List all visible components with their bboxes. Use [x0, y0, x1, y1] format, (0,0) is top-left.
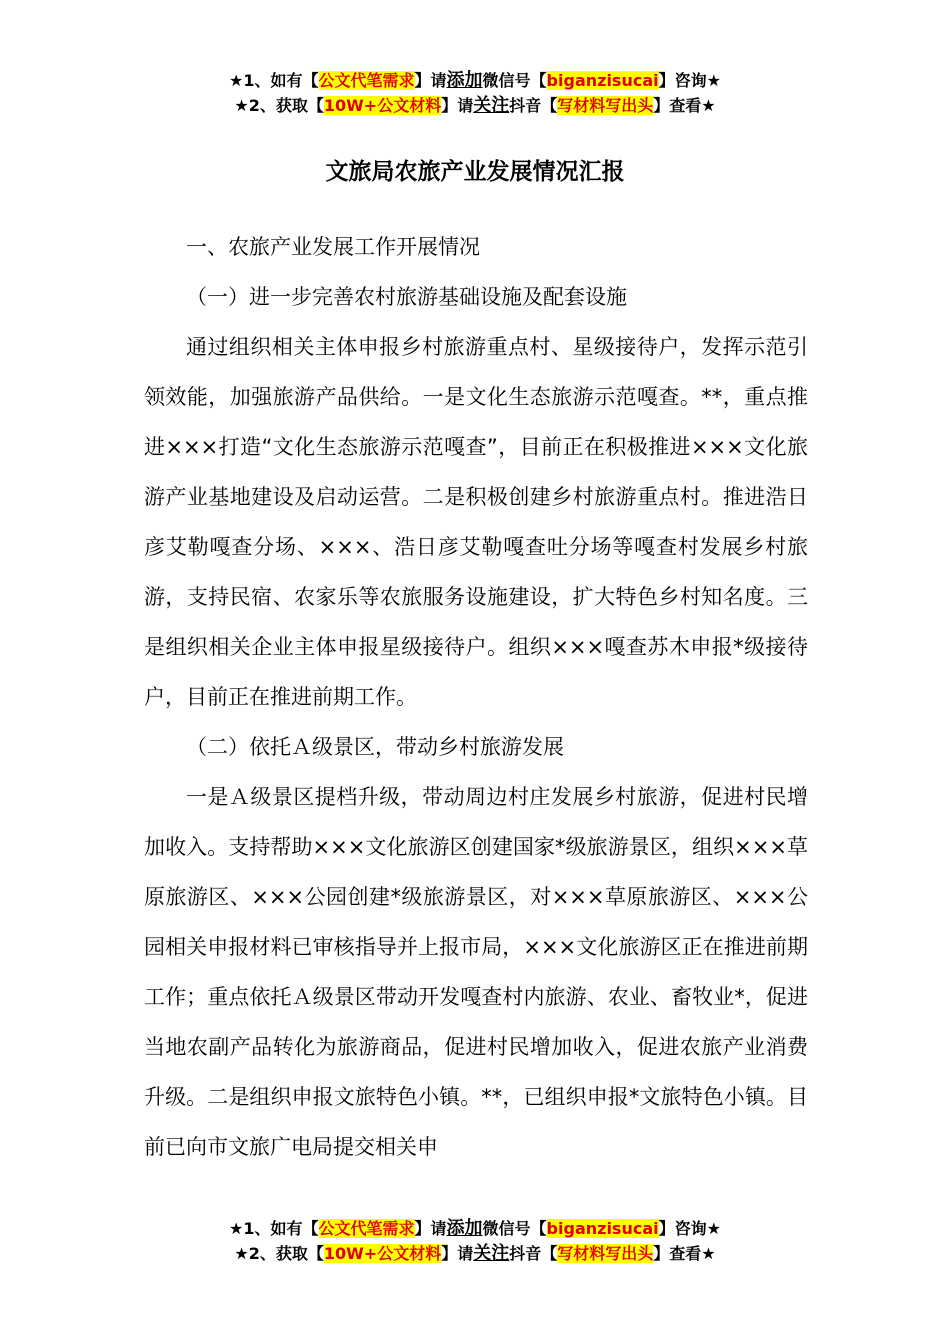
promo-line-1	[0, 68, 950, 93]
promo-text: 】请	[441, 1244, 474, 1263]
promo-highlight: 写材料写出头	[557, 1244, 654, 1263]
promo-text: 】请	[441, 96, 474, 115]
promo-text: ★2、获取【	[234, 96, 324, 115]
promo-text: 】咨询★	[658, 1219, 721, 1238]
promo-line-2	[0, 1241, 950, 1266]
document-body	[144, 222, 808, 1172]
promo-emphasis: 关注	[473, 95, 510, 116]
promo-emphasis: 关注	[473, 1243, 510, 1264]
promo-highlight: 公文代笔需求	[318, 1219, 415, 1238]
promo-text: 】查看★	[653, 96, 716, 115]
promo-highlight: 10W+公文材料	[323, 1244, 442, 1263]
promo-text: ★1、如有【	[229, 1219, 319, 1238]
body-paragraph: 一是Ａ级景区提档升级，带动周边村庄发展乡村旅游，促进村民增加收入。支持帮助×××文化旅游区创建国家*级旅游景区，组织×××草原旅游区、×××公园创建*级旅游景区，对×××草原旅游区、×××公园相关申报材料已审核指导并上报市局，×××文化旅游区正在推进前期工作；重点依托Ａ级景区带动开发嘎查村内旅游、农业、畜牧业*，促进当地农副产品转化为旅游商品，促进村民增加收入，促进农旅产业消费升级。二是组织申报文旅特色小镇。**，已组织申报*文旅特色小镇。目前已向市文旅广电局提交相关申	[144, 785, 808, 1159]
promo-highlight: 写材料写出头	[557, 96, 654, 115]
promo-highlight: biganzisucai	[546, 71, 659, 90]
promo-banner-bottom	[0, 1216, 950, 1266]
promo-highlight: 公文代笔需求	[318, 71, 415, 90]
promo-line-1	[0, 1216, 950, 1241]
promo-text: 微信号【	[482, 71, 547, 90]
promo-emphasis: 添加	[446, 1218, 483, 1239]
promo-line-2	[0, 93, 950, 118]
promo-highlight: 10W+公文材料	[323, 96, 442, 115]
promo-banner-top	[0, 68, 950, 118]
promo-highlight: biganzisucai	[546, 1219, 659, 1238]
subsection-heading: （一）进一步完善农村旅游基础设施及配套设施	[186, 285, 627, 309]
section-heading: 一、农旅产业发展工作开展情况	[186, 235, 480, 259]
promo-text: 】请	[414, 71, 447, 90]
promo-text: ★2、获取【	[234, 1244, 324, 1263]
subsection-heading: （二）依托Ａ级景区，带动乡村旅游发展	[186, 735, 564, 759]
promo-text: 】咨询★	[658, 71, 721, 90]
promo-text: 】查看★	[653, 1244, 716, 1263]
promo-text: 微信号【	[482, 1219, 547, 1238]
document-title: 文旅局农旅产业发展情况汇报	[325, 159, 625, 185]
promo-text: 】请	[414, 1219, 447, 1238]
promo-text: 抖音【	[509, 1244, 558, 1263]
promo-emphasis: 添加	[446, 70, 483, 91]
promo-text: ★1、如有【	[229, 71, 319, 90]
promo-text: 抖音【	[509, 96, 558, 115]
body-paragraph: 通过组织相关主体申报乡村旅游重点村、星级接待户，发挥示范引领效能，加强旅游产品供给。一是文化生态旅游示范嘎查。**，重点推进×××打造“文化生态旅游示范嘎查”，目前正在积极推进×××文化旅游产业基地建设及启动运营。二是积极创建乡村旅游重点村。推进浩日彦艾勒嘎查分场、×××、浩日彦艾勒嘎查吐分场等嘎查村发展乡村旅游，支持民宿、农家乐等农旅服务设施建设，扩大特色乡村知名度。三是组织相关企业主体申报星级接待户。组织×××嘎查苏木申报*级接待户，目前正在推进前期工作。	[144, 335, 808, 709]
